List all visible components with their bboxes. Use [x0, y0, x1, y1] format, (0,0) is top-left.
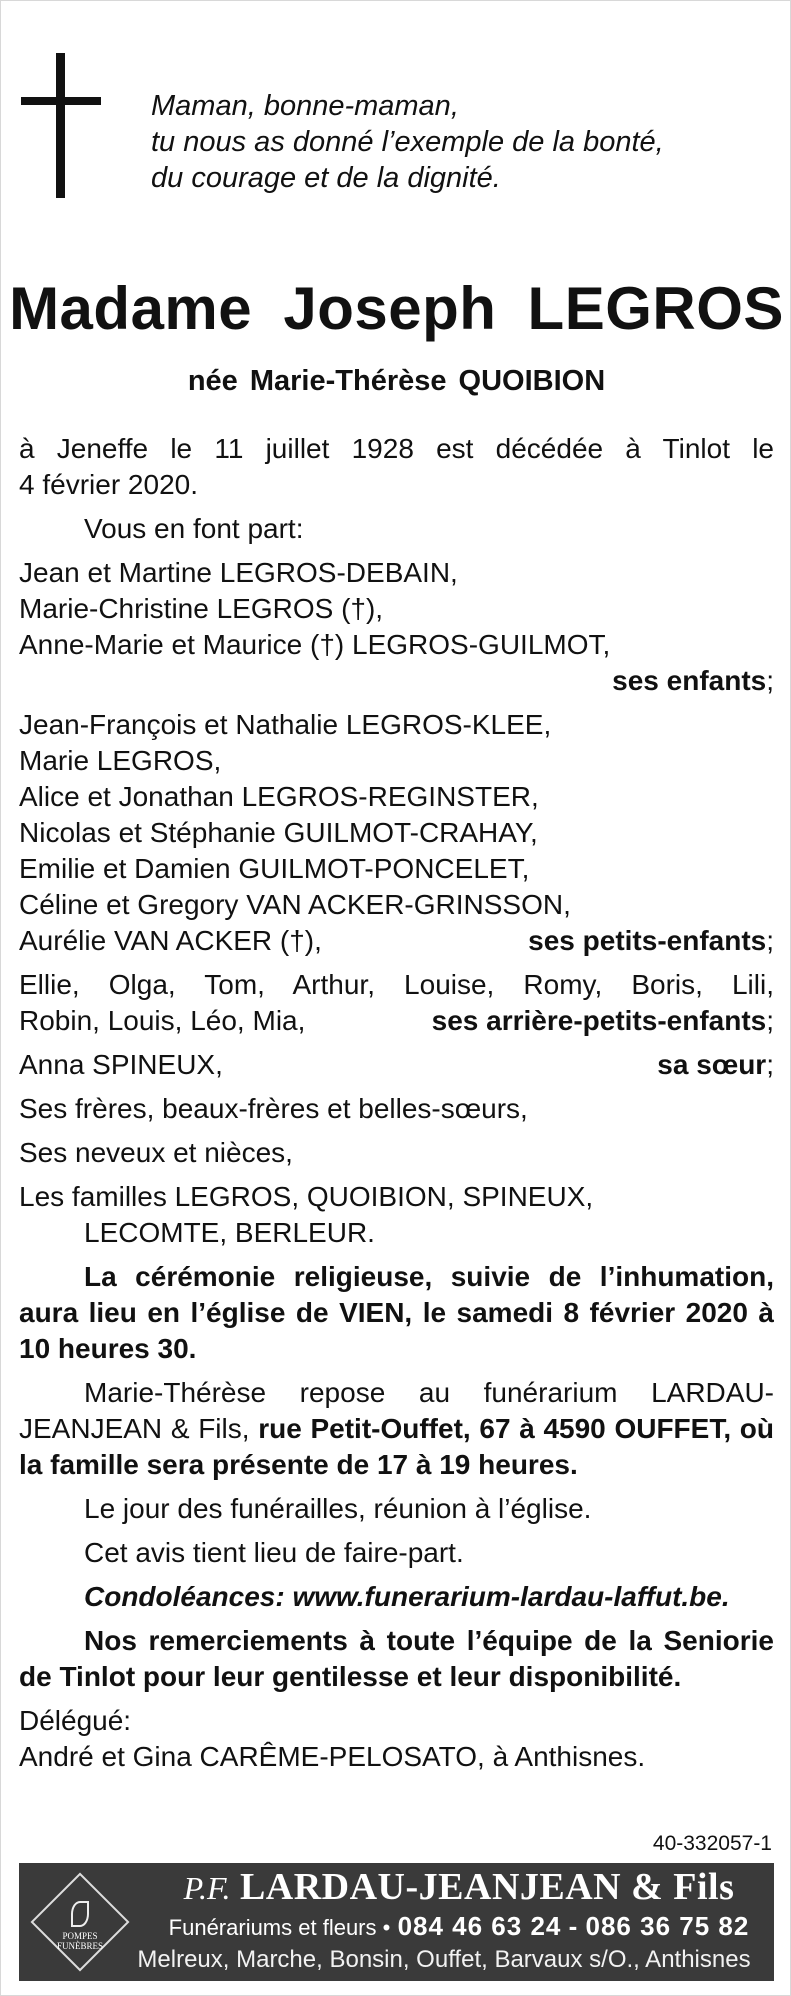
grandchild-line: Céline et Gregory VAN ACKER-GRINSSON,: [19, 889, 571, 920]
cross-icon: [21, 53, 101, 198]
great-grandchildren-block: [19, 967, 774, 1039]
quote-line: Maman, bonne-maman,: [151, 90, 459, 122]
phone-1: 084 46 63 24: [397, 1911, 562, 1941]
relation-label: ses arrière-petits-enfants;: [431, 1005, 774, 1036]
rest-paragraph: Marie-Thérèse repose au funérarium LARDAU-JEANJEAN & Fils, rue Petit-Ouffet, 67 à 4590 OUFFET, où la famille sera présente de 17 à 19 heures.: [19, 1377, 774, 1480]
grandchildren-block: [19, 707, 774, 959]
grandchild-line: Emilie et Damien GUILMOT-PONCELET,: [19, 853, 530, 884]
reference-number: 40-332057-1: [652, 1832, 772, 1855]
ceremony-paragraph: La cérémonie religieuse, suivie de l’inhumation, aura lieu en l’église de VIEN, le samedi 8 février 2020 à 10 heures 30.: [19, 1261, 774, 1364]
grandchild-line: Alice et Jonathan LEGROS-REGINSTER,: [19, 781, 539, 812]
grandchild-line: Marie LEGROS,: [19, 745, 222, 776]
locations-line: Melreux, Marche, Bonsin, Ouffet, Barvaux s/O., Anthisnes: [137, 1946, 751, 1973]
grandchild-line: Aurélie VAN ACKER (†),: [19, 925, 322, 956]
funeral-home-logo: POMPES FUNÈBRES: [31, 1873, 129, 1971]
nephews-line: Ses neveux et nièces,: [19, 1137, 293, 1168]
funeral-home-banner: [19, 1863, 774, 1981]
children-block: [19, 555, 774, 699]
relation-label: ses petits-enfants;: [528, 925, 774, 956]
intro-line: 4 février 2020.: [19, 469, 198, 500]
delegate-name: André et Gina CARÊME-PELOSATO, à Anthisnes.: [19, 1741, 646, 1772]
great-grandchild-last-row: [19, 1003, 774, 1039]
condolences-line: Condoléances: www.funerarium-lardau-laffut.be.: [84, 1581, 730, 1612]
epitaph-quote: [151, 88, 664, 196]
deceased-name: Madame Joseph LEGROS: [9, 275, 784, 342]
phone-2: 086 36 75 82: [585, 1911, 750, 1941]
contact-line: Funérariums et fleurs • 084 46 63 24 - 086 36 75 82: [168, 1911, 750, 1941]
notice-line: Cet avis tient lieu de faire-part.: [84, 1537, 464, 1568]
leaf-icon: [71, 1901, 89, 1927]
quote-line: du courage et de la dignité.: [151, 162, 501, 194]
announcement-body: [19, 431, 774, 1775]
sister-name: Anna SPINEUX,: [19, 1049, 223, 1080]
announce-line: Vous en font part:: [84, 513, 304, 544]
maiden-name: née Marie-Thérèse QUOIBION: [187, 365, 606, 397]
relation-label: sa sœur;: [657, 1049, 774, 1080]
grandchild-line: Nicolas et Stéphanie GUILMOT-CRAHAY,: [19, 817, 538, 848]
delegate-label: Délégué:: [19, 1705, 132, 1736]
quote-line: tu nous as donné l’exemple de la bonté,: [151, 126, 664, 158]
families-line: Les familles LEGROS, QUOIBION, SPINEUX,: [19, 1181, 594, 1212]
relation-label: ses enfants;: [612, 665, 774, 696]
great-grandchild-line: Ellie, Olga, Tom, Arthur, Louise, Romy, Boris, Lili,: [19, 969, 774, 1000]
families-line: LECOMTE, BERLEUR.: [84, 1217, 375, 1248]
grandchild-line: Jean-François et Nathalie LEGROS-KLEE,: [19, 709, 552, 740]
intro-line: à Jeneffe le 11 juillet 1928 est décédée à Tinlot le: [19, 433, 774, 464]
company-name-line: P.F. LARDAU-JEANJEAN & Fils: [183, 1866, 735, 1908]
funeral-day-line: Le jour des funérailles, réunion à l’église.: [84, 1493, 592, 1524]
grandchild-last-row: [19, 923, 774, 959]
sister-row: [19, 1047, 774, 1083]
child-line: Marie-Christine LEGROS (†),: [19, 593, 384, 624]
child-line: Anne-Marie et Maurice (†) LEGROS-GUILMOT,: [19, 629, 611, 660]
great-grandchild-line: Robin, Louis, Léo, Mia,: [19, 1005, 306, 1036]
siblings-line: Ses frères, beaux-frères et belles-sœurs,: [19, 1093, 528, 1124]
company-name: LARDAU-JEANJEAN & Fils: [239, 1866, 735, 1908]
thanks-paragraph: Nos remerciements à toute l’équipe de la Seniorie de Tinlot pour leur gentilesse et leur disponibilité.: [19, 1625, 774, 1692]
child-line: Jean et Martine LEGROS-DEBAIN,: [19, 557, 458, 588]
